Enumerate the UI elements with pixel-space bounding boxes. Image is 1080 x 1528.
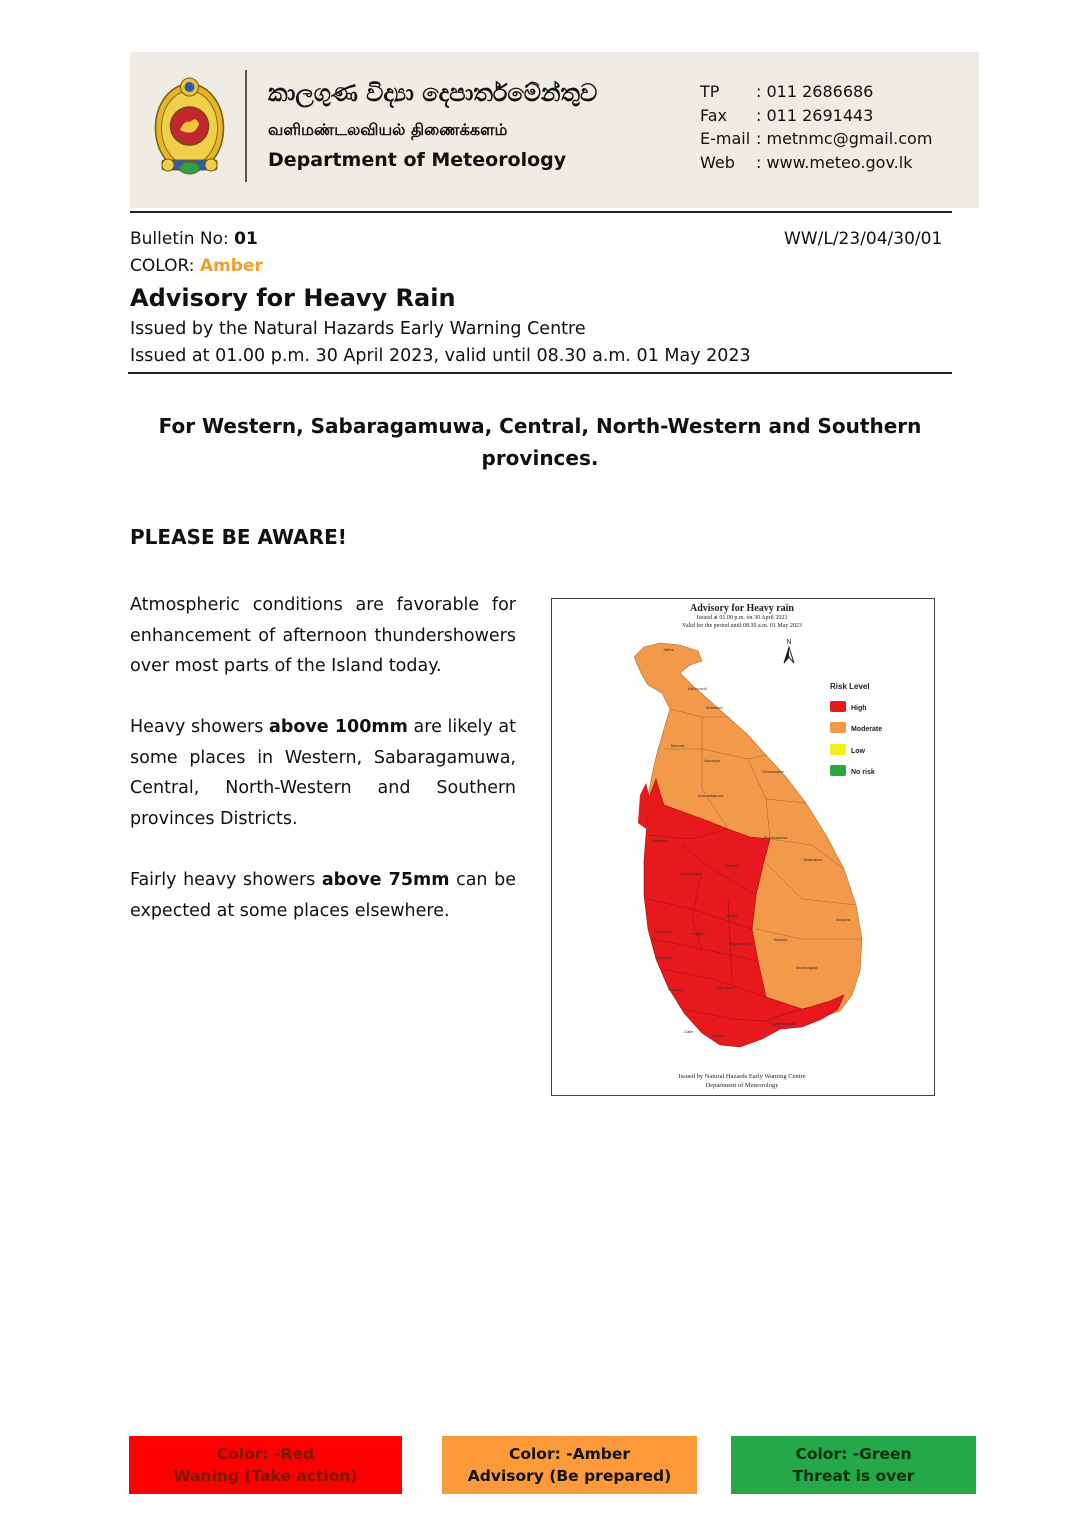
- map-legend-title: Risk Level: [830, 682, 870, 691]
- contact-row-fax: [700, 104, 932, 128]
- paragraph-fairly-heavy-showers: [130, 865, 516, 926]
- district-label: Vavuniya: [704, 758, 721, 763]
- issued-by: Issued by the Natural Hazards Early Warning Centre: [130, 319, 586, 339]
- legend-bar-meaning: Threat is over: [792, 1467, 915, 1485]
- legend-bar-color: Color: -Amber: [508, 1445, 631, 1463]
- legend-bar-color: Color: -Red: [216, 1445, 315, 1463]
- map-issued-line: Issued at 01.00 p.m. on 30 April 2023: [696, 615, 788, 621]
- legend-bar-meaning: Advisory (Be prepared): [467, 1467, 672, 1485]
- contact-value[interactable]: : metnmc@gmail.com: [756, 129, 933, 148]
- legend-bar-amber: [442, 1436, 697, 1494]
- legend-bar-green: [731, 1436, 976, 1494]
- district-label: Ratnapura: [716, 985, 735, 990]
- map-title: Advisory for Heavy rain: [690, 603, 794, 614]
- bulletin-number-value: 01: [234, 229, 258, 249]
- header-rule: [130, 211, 952, 213]
- district-label: Nuwara Eliya: [730, 941, 754, 946]
- provinces-heading: For Western, Sabaragamuwa, Central, North-Western and Southern provinces.: [158, 414, 922, 470]
- paragraph-conditions: Atmospheric conditions are favorable for enhancement of afternoon thundershowers over most parts of the Island today.: [130, 595, 516, 677]
- sri-lanka-risk-map: [552, 599, 934, 1095]
- legend-label-low: Low: [851, 748, 865, 755]
- district-label: Gampaha: [654, 929, 672, 934]
- district-label: Puttalam: [652, 838, 668, 843]
- bulletin-number: [130, 229, 258, 249]
- district-label: Hambantota: [774, 1021, 796, 1026]
- sri-lanka-emblem-icon: [152, 72, 227, 180]
- department-name-sinhala: කාලගුණ විද්‍යා දෙපාර්තමේන්තුව: [268, 78, 598, 107]
- legend-swatch-moderate: [830, 722, 846, 733]
- legend-bar-red: [129, 1436, 402, 1494]
- text-run: Fairly heavy showers: [130, 870, 322, 890]
- district-label: Kandy: [726, 913, 738, 918]
- legend-bar-meaning: Waning (Take action): [173, 1467, 358, 1485]
- district-label: Batticaloa: [804, 857, 822, 862]
- district-label: Mannar: [671, 743, 685, 748]
- district-label: Matale: [726, 863, 739, 868]
- legend-swatch-no-risk: [830, 765, 846, 776]
- district-label: Jaffna: [663, 647, 674, 652]
- legend-label-high: High: [851, 705, 867, 712]
- advisory-title: Advisory for Heavy Rain: [130, 284, 456, 312]
- legend-swatch-high: [830, 701, 846, 712]
- contact-label: Fax: [700, 105, 728, 125]
- contact-row-phone: [700, 80, 932, 104]
- map-footer-department: Department of Meteorology: [705, 1082, 779, 1089]
- district-label: Kurunegala: [680, 871, 701, 876]
- contact-value: : 011 2691443: [756, 105, 874, 125]
- rainfall-threshold-100: above 100mm: [269, 717, 408, 737]
- district-label: Matara: [712, 1033, 725, 1038]
- department-name-english: Department of Meteorology: [268, 149, 567, 171]
- district-label: Kegalle: [692, 931, 706, 936]
- district-label: Ampara: [836, 917, 851, 922]
- bulletin-color: [130, 256, 263, 276]
- advisory-map: [551, 598, 935, 1096]
- map-valid-line: Valid for the period until 08.30 a.m. 01 May 2023: [682, 623, 802, 629]
- header-divider: [245, 70, 247, 182]
- legend-label-moderate: Moderate: [851, 726, 883, 733]
- district-label: Trincomalee: [762, 769, 784, 774]
- bulletin-reference: WW/L/23/04/30/01: [784, 229, 943, 249]
- issued-at: Issued at 01.00 p.m. 30 April 2023, valid until 08.30 a.m. 01 May 2023: [130, 346, 751, 366]
- letterhead: [130, 52, 979, 208]
- text-run: can be expected at some places elsewhere.: [130, 870, 516, 921]
- legend-swatch-low: [830, 744, 846, 755]
- text-run: Heavy showers: [130, 717, 270, 737]
- bulletin-color-label: COLOR:: [130, 256, 200, 276]
- title-rule: [128, 372, 952, 374]
- contact-row-email: [700, 127, 932, 151]
- legend-label-no-risk: No risk: [851, 769, 875, 776]
- map-footer-issuer: Issued by Natural Hazards Early Warning Centre: [678, 1073, 806, 1080]
- north-label: N: [786, 639, 792, 646]
- contact-label: Web: [700, 152, 735, 172]
- district-label: Polonnaruwa: [764, 835, 788, 840]
- district-label: Anuradhapura: [698, 793, 724, 798]
- district-label: Mullaitivu: [706, 705, 723, 710]
- district-label: Galle: [684, 1029, 694, 1034]
- contact-value: : 011 2686686: [756, 82, 874, 101]
- aware-heading: PLEASE BE AWARE!: [130, 525, 347, 549]
- district-label: Kalutara: [668, 987, 683, 992]
- paragraph-heavy-showers: [130, 712, 516, 834]
- district-label: Moneragala: [796, 965, 818, 970]
- contact-value[interactable]: : www.meteo.gov.lk: [756, 152, 913, 172]
- district-label: Kilinochchi: [688, 686, 708, 691]
- district-label: Badulla: [774, 937, 788, 942]
- contact-label: E-mail: [700, 129, 751, 148]
- contact-block: [700, 80, 932, 174]
- bulletin-number-label: Bulletin No:: [130, 229, 235, 249]
- contact-row-web: [700, 151, 932, 175]
- text-run: are likely at some places in Western, Sabaragamuwa, Central, North-Western and Southern provinces Districts.: [130, 717, 517, 829]
- district-label: Colombo: [656, 955, 673, 960]
- legend-bar-color: Color: -Green: [795, 1445, 912, 1463]
- department-name-tamil: வளிமண்டலவியல் திணைக்களம்: [268, 120, 508, 139]
- contact-label: TP: [700, 82, 720, 101]
- bulletin-color-value: Amber: [199, 256, 263, 276]
- rainfall-threshold-75: above 75mm: [321, 870, 450, 890]
